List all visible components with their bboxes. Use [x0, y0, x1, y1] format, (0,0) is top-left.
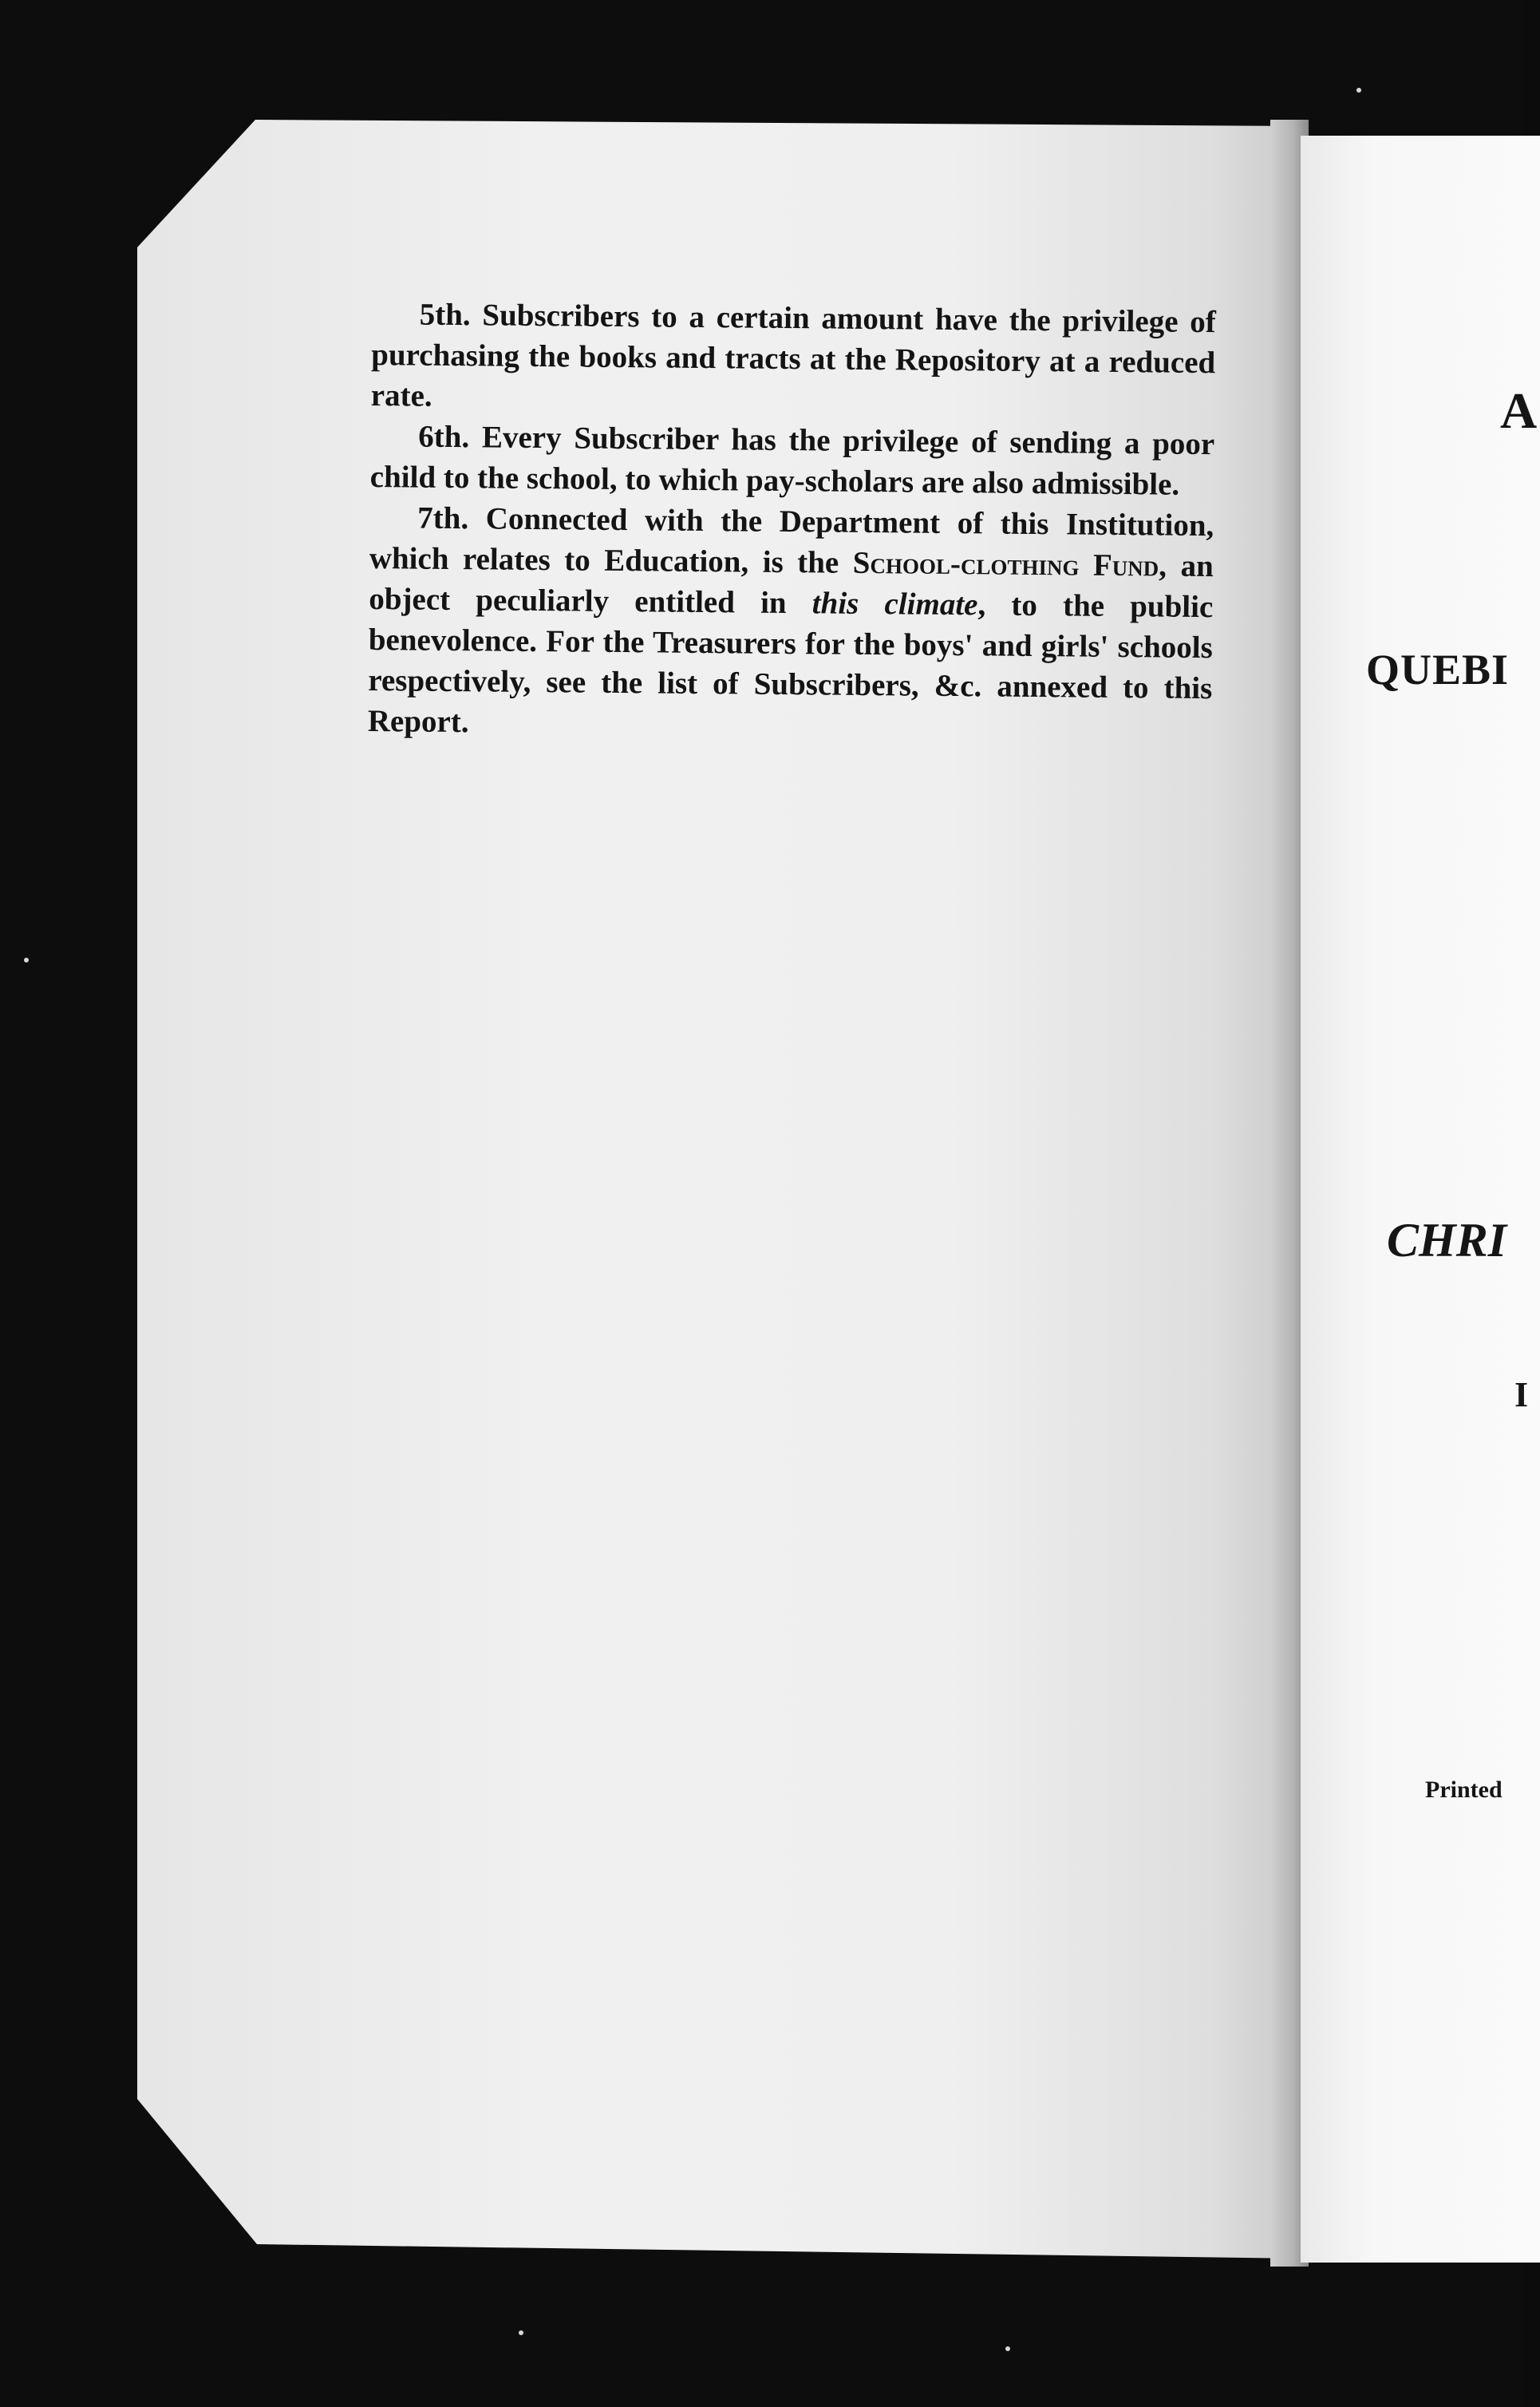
right-page-text-fragment: I — [1514, 1375, 1529, 1414]
body-text — [368, 294, 1216, 749]
paragraph-text: Connected with the Department of this Institution, which relates to Education, is the — [369, 501, 1214, 580]
paragraph-lead: 7th. — [417, 500, 469, 536]
paragraph-text: Subscribers to a certain amount have the privilege of purchasing the books and tracts at the Repository at a reduced rate. — [370, 298, 1216, 413]
scan-speck — [1356, 88, 1361, 93]
paragraph-7th — [368, 497, 1214, 749]
scan-speck — [1005, 2346, 1010, 2351]
right-page-christian-fragment: CHRI — [1387, 1214, 1507, 1267]
right-page — [1301, 136, 1540, 2263]
scan-speck — [519, 2330, 523, 2335]
paragraph-6th — [370, 416, 1215, 505]
right-page-imprint-fragment: Printed — [1425, 1777, 1502, 1803]
paragraph-text: Every Subscriber has the privilege of sending a poor child to the school, to which pay-scholars are also admissible. — [369, 420, 1215, 502]
paragraph-lead: 6th. — [418, 419, 470, 455]
scan-speck — [24, 958, 29, 962]
right-page-heading-fragment: A — [1500, 382, 1538, 439]
right-page-quebec-fragment: QUEBI — [1366, 646, 1510, 694]
italic-phrase: this climate — [811, 586, 978, 622]
paragraph-5th — [371, 294, 1216, 424]
fund-name: School-clothing Fund — [852, 545, 1159, 583]
paragraph-text: , an object peculiarly entitled in — [369, 548, 1214, 621]
paragraph-lead: 5th. — [419, 297, 471, 333]
paragraph-text: , to the public benevolence. For the Treasurers for the boys' and girls' schools respectively, see the list of Subscribers, &c. annexed to this Report. — [367, 587, 1214, 740]
